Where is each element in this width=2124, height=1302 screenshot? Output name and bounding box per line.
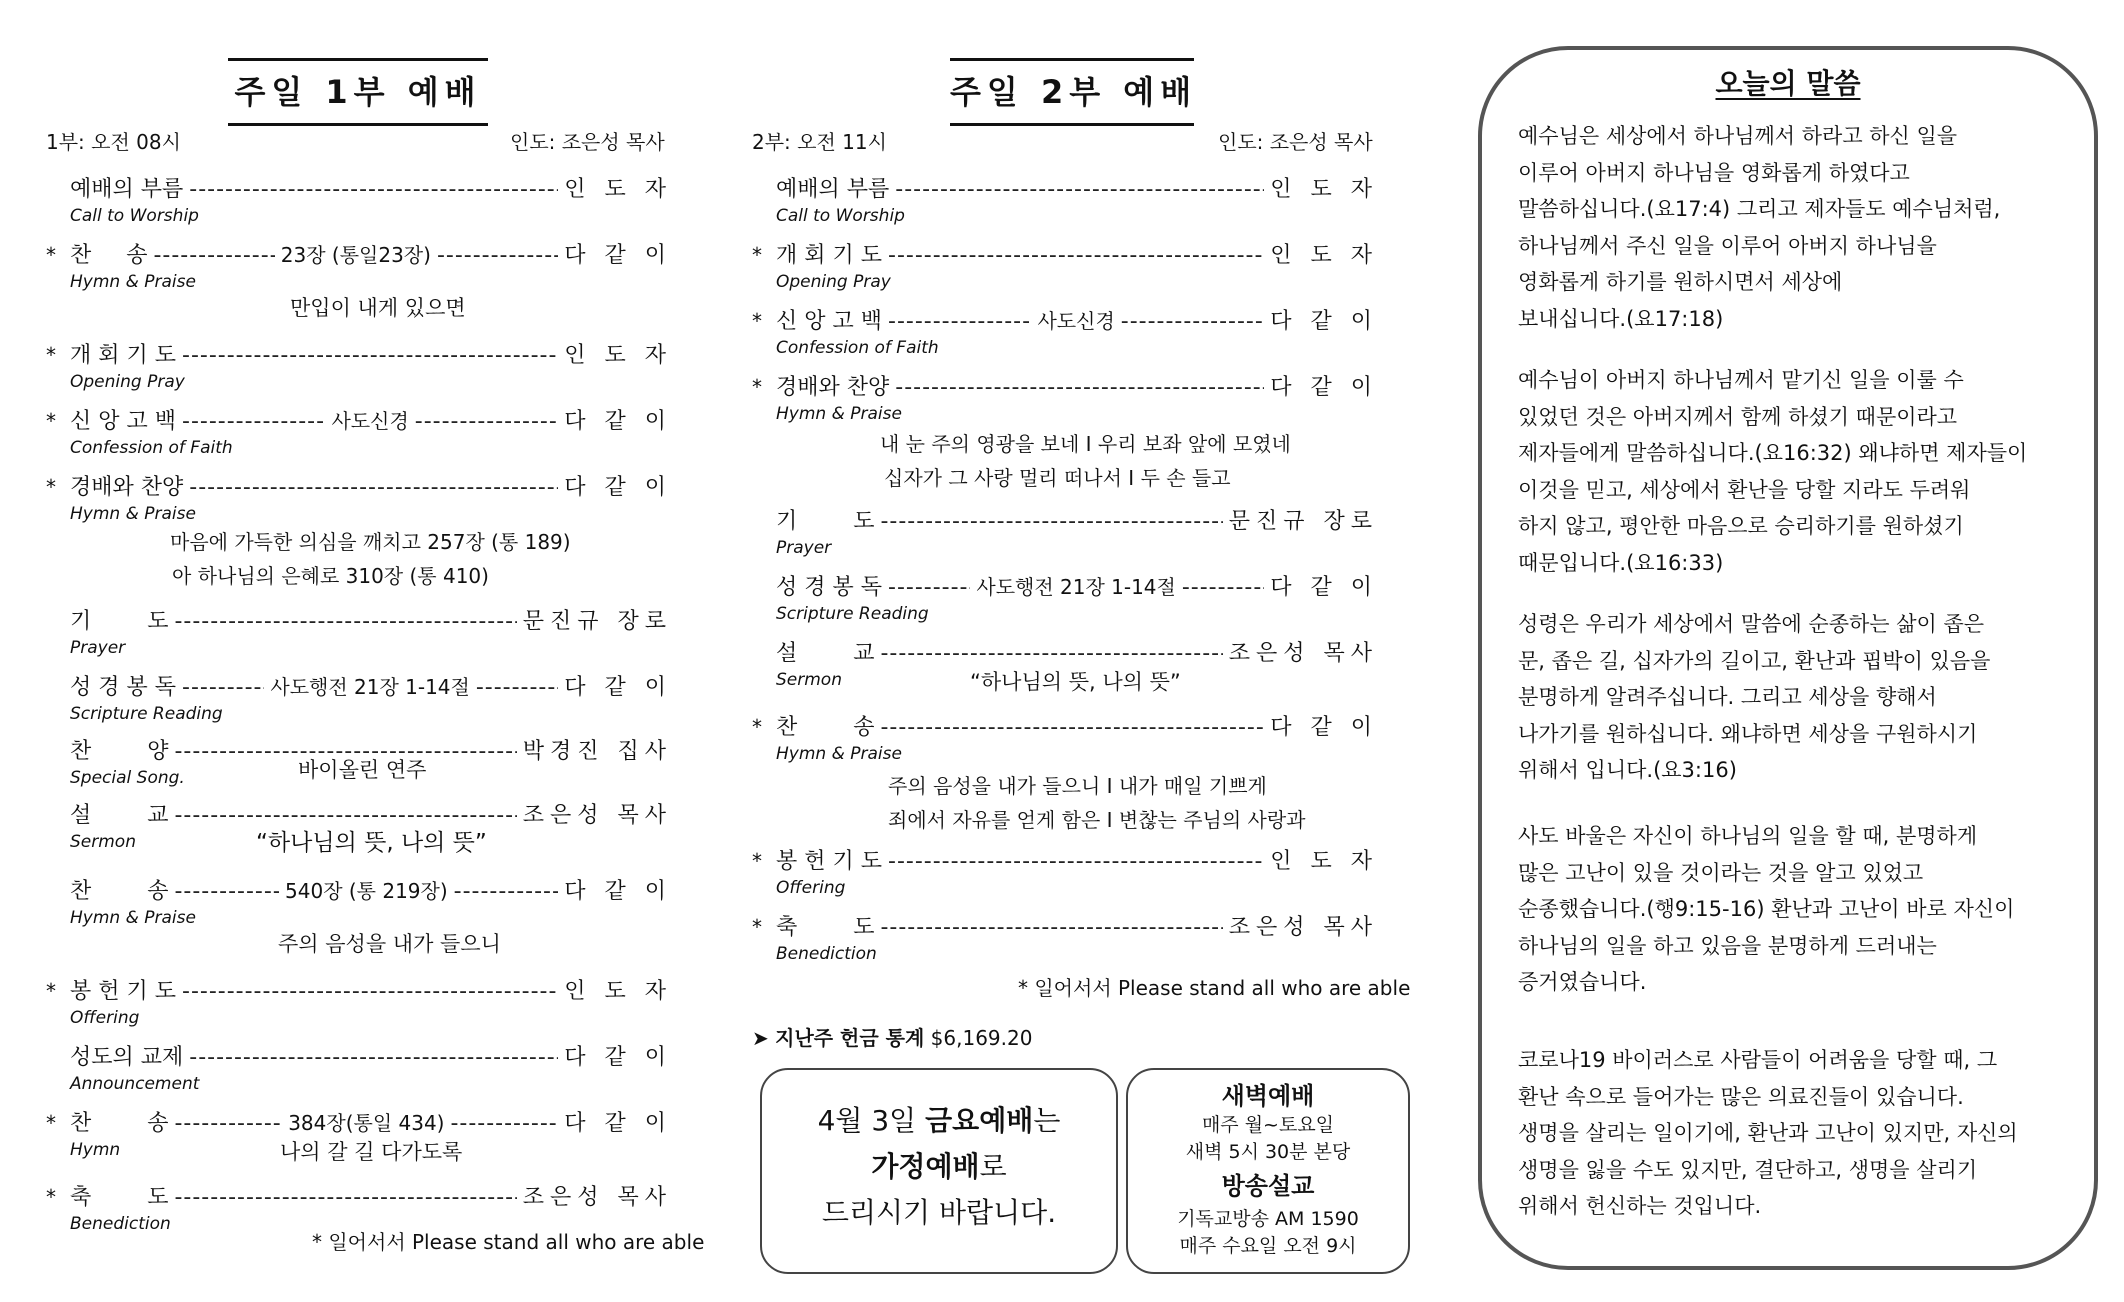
stand-marker: * (46, 409, 56, 433)
word-line: 하나님의 일을 하고 있음을 분명하게 드러내는 (1518, 933, 1937, 958)
offering-amount: $6,169.20 (930, 1026, 1033, 1050)
leader-dots (880, 509, 1222, 534)
service1-english-label: Offering (70, 1008, 140, 1028)
order-name: 성 경 봉 독 (70, 675, 176, 700)
service1-row (46, 404, 672, 435)
word-line: 제자들에게 말씀하십니다.(요16:32) 왜냐하면 제자들이 (1518, 441, 2028, 465)
service2-row (752, 370, 1378, 401)
leader-dots (182, 979, 558, 1004)
order-person: 인 도 자 (1270, 177, 1378, 202)
order-person: 다 같 이 (1270, 715, 1378, 740)
order-name: 성 경 봉 독 (776, 575, 882, 600)
offering-stats (752, 1022, 1032, 1051)
service2-english-label: Hymn & Praise (776, 404, 902, 424)
leader-dots (888, 309, 1031, 334)
service2-time: 2부: 오전 11시 (752, 130, 887, 154)
word-paragraph-5 (1518, 1042, 2018, 1225)
leader-dots (880, 915, 1222, 940)
service1-english-label: Sermon (70, 832, 136, 852)
order-person: 다 같 이 (564, 1045, 672, 1070)
stand-marker: * (752, 243, 762, 267)
order-person: 조은성 목사 (1228, 915, 1378, 940)
order-name: 기 도 (70, 609, 169, 634)
service1-hymn2-title: 주의 음성을 내가 들으니 (278, 932, 501, 956)
order-detail: 사도행전 21장 1-14절 (270, 675, 470, 699)
service2-english-label: Opening Pray (776, 272, 891, 292)
leader-dots (182, 343, 558, 368)
order-person: 다 같 이 (1270, 375, 1378, 400)
leader-dots (1182, 575, 1264, 600)
service2-footnote: * 일어서서 Please stand all who are able (1018, 976, 1411, 1000)
word-line: 영화롭게 하기를 원하시면서 세상에 (1518, 270, 1843, 294)
leader-dots (476, 675, 558, 700)
dawn-title: 새벽예배 (1221, 1082, 1315, 1110)
word-line: 순종했습니다.(행9:15-16) 환난과 고난이 바로 자신이 (1518, 897, 2015, 921)
leader-dots (895, 177, 1264, 202)
word-line: 위해서 헌신하는 것입니다. (1518, 1194, 1762, 1218)
order-detail: 사도행전 21장 1-14절 (976, 575, 1176, 599)
broadcast-title: 방송설교 (1221, 1172, 1315, 1200)
service2-english-label: Benediction (776, 944, 877, 964)
order-name: 성도의 교제 (70, 1045, 184, 1070)
word-line: 말씀하십니다.(요17:4) 그리고 제자들도 예수님처럼, (1518, 197, 2001, 221)
service2-row (752, 304, 1378, 335)
friday-notice-box (760, 1068, 1118, 1274)
service1-hymn-title: 만입이 내게 있으면 (290, 296, 466, 320)
leader-dots (174, 879, 279, 904)
word-line: 나가기를 원하십니다. 왜냐하면 세상을 구원하시기 (1518, 721, 1978, 746)
friday-line2: 가정예배로 (871, 1150, 1007, 1183)
word-line: 이루어 아버지 하나님을 영화롭게 하였다고 (1518, 160, 1910, 185)
service1-praise-line1: 마음에 가득한 의심을 깨치고 257장 (통 189) (170, 530, 571, 554)
service2-english-label: Sermon (776, 670, 842, 690)
leader-dots (174, 1185, 516, 1210)
todays-word-title: 오늘의 말씀 (1715, 67, 1861, 100)
service1-row (46, 974, 672, 1005)
leader-dots (174, 1111, 282, 1136)
service2-english-label: Confession of Faith (776, 338, 939, 358)
dawn-service-box (1126, 1068, 1410, 1274)
word-line: 위해서 입니다.(요3:16) (1518, 758, 1737, 782)
order-name: 신 앙 고 백 (70, 409, 176, 434)
word-line: 사도 바울은 자신이 하나님의 일을 할 때, 분명하게 (1518, 824, 1978, 848)
service1-sermon-title: “하나님의 뜻, 나의 뜻” (256, 830, 487, 856)
stand-marker: * (752, 715, 762, 739)
order-person: 다 같 이 (564, 243, 672, 268)
order-name: 찬 송 (70, 879, 169, 904)
service1-english-label: Confession of Faith (70, 438, 233, 458)
word-paragraph-1 (1518, 118, 2000, 337)
order-name: 찬 양 (70, 739, 169, 764)
order-name: 예배의 부름 (70, 177, 184, 202)
service1-english-label: Benediction (70, 1214, 171, 1234)
leader-dots (888, 243, 1264, 268)
service1-english-label: Hymn & Praise (70, 504, 196, 524)
leader-dots (888, 575, 970, 600)
arrow-right-icon: ➤ (752, 1026, 769, 1050)
service2-sermon-title: “하나님의 뜻, 나의 뜻” (970, 670, 1181, 694)
service1-row (46, 1106, 672, 1137)
service1-english-label: Hymn & Praise (70, 908, 196, 928)
leader-dots (450, 1111, 558, 1136)
order-name: 경배와 찬양 (776, 375, 890, 400)
word-paragraph-2 (1518, 362, 2027, 581)
order-name: 봉 헌 기 도 (776, 849, 882, 874)
service1-english-label: Prayer (70, 638, 126, 658)
stand-marker: * (46, 979, 56, 1003)
order-detail: 사도신경 (1037, 309, 1115, 333)
service1-row (46, 1180, 672, 1211)
word-line: 예수님은 세상에서 하나님께서 하라고 하신 일을 (1518, 124, 1958, 148)
service2-hymn-line2: 죄에서 자유를 얻게 함은 I 변찮는 주님의 사랑과 (888, 808, 1306, 832)
order-person: 조은성 목사 (522, 1185, 672, 1210)
order-person: 다 같 이 (1270, 309, 1378, 334)
word-line: 이것을 믿고, 세상에서 환난을 당할 지라도 두려워 (1518, 477, 1971, 502)
dawn-line2: 새벽 5시 30분 본당 (1185, 1141, 1351, 1163)
service2-row (752, 710, 1378, 741)
leader-dots (880, 641, 1222, 666)
service1-leader: 인도: 조은성 목사 (510, 130, 665, 154)
word-line: 생명을 살리는 일이기에, 환난과 고난이 있지만, 자신의 (1518, 1121, 2018, 1145)
order-name: 예배의 부름 (776, 177, 890, 202)
service2-row (752, 172, 1378, 203)
leader-dots (888, 849, 1264, 874)
word-line: 예수님이 아버지 하나님께서 맡기신 일을 이룰 수 (1518, 368, 1964, 392)
order-person: 인 도 자 (564, 177, 672, 202)
service2-english-label: Scripture Reading (776, 604, 929, 624)
service2-row (752, 844, 1378, 875)
service2-row (752, 238, 1378, 269)
leader-dots (174, 609, 516, 634)
order-name: 설 교 (776, 641, 875, 666)
order-name: 봉 헌 기 도 (70, 979, 176, 1004)
order-detail: 384장(통일 434) (288, 1111, 445, 1135)
service2-praise-line2: 십자가 그 사랑 멀리 떠나서 I 두 손 들고 (884, 466, 1231, 490)
leader-dots (1121, 309, 1264, 334)
order-person: 인 도 자 (1270, 849, 1378, 874)
dawn-line3: 기독교방송 AM 1590 (1177, 1208, 1359, 1230)
word-line: 분명하게 알려주십니다. 그리고 세상을 향해서 (1518, 685, 1937, 709)
order-name: 개 회 기 도 (776, 243, 882, 268)
order-name: 찬 송 (776, 715, 875, 740)
service1-special: 바이올린 연주 (298, 758, 427, 782)
service2-title: 주일 2부 예배 (950, 58, 1194, 126)
word-line: 때문입니다.(요16:33) (1518, 550, 1724, 575)
stand-marker: * (752, 849, 762, 873)
service1-time: 1부: 오전 08시 (46, 130, 181, 154)
stand-marker: * (46, 475, 56, 499)
leader-dots (437, 243, 558, 268)
word-line: 문, 좁은 길, 십자가의 길이고, 환난과 핍박이 있음을 (1518, 648, 1991, 673)
service1-english-label: Hymn (70, 1140, 121, 1160)
order-person: 다 같 이 (564, 879, 672, 904)
service1-hymn3-title: 나의 갈 길 다가도록 (280, 1140, 463, 1164)
leader-dots (189, 177, 558, 202)
service2-praise-line1: 내 눈 주의 영광을 보네 I 우리 보좌 앞에 모였네 (880, 432, 1291, 456)
service1-row (46, 1040, 672, 1071)
service1-title: 주일 1부 예배 (228, 58, 488, 126)
service2-english-label: Hymn & Praise (776, 744, 902, 764)
service2-english-label: Prayer (776, 538, 832, 558)
offering-label: 지난주 헌금 통계 (775, 1026, 925, 1050)
word-line: 있었던 것은 아버지께서 함께 하셨기 때문이라고 (1518, 404, 1958, 429)
leader-dots (454, 879, 559, 904)
service1-english-label: Opening Pray (70, 372, 185, 392)
service1-english-label: Hymn & Praise (70, 272, 196, 292)
stand-marker: * (752, 375, 762, 399)
service2-english-label: Offering (776, 878, 846, 898)
service2-hymn-line1: 주의 음성을 내가 들으니 I 내가 매일 기쁘게 (888, 774, 1267, 798)
stand-marker: * (752, 309, 762, 333)
dawn-line1: 매주 월~토요일 (1201, 1114, 1335, 1136)
word-line: 하지 않고, 평안한 마음으로 승리하기를 원하셨기 (1518, 514, 1964, 538)
service1-row (46, 172, 672, 203)
order-name: 기 도 (776, 509, 875, 534)
word-line: 하나님께서 주신 일을 이루어 아버지 하나님을 (1518, 233, 1937, 258)
service1-english-label: Announcement (70, 1074, 200, 1094)
stand-marker: * (46, 1185, 56, 1209)
word-paragraph-4 (1518, 818, 2014, 1001)
word-line: 많은 고난이 있을 것이라는 것을 알고 있었고 (1518, 860, 1924, 885)
stand-marker: * (46, 1111, 56, 1135)
service2-row (752, 570, 1378, 601)
order-person: 조은성 목사 (522, 803, 672, 828)
friday-line3: 드리시기 바랍니다. (821, 1196, 1057, 1229)
order-person: 문진규 장로 (1228, 509, 1378, 534)
order-detail: 23장 (통일23장) (280, 243, 431, 267)
service1-row (46, 470, 672, 501)
order-person: 조은성 목사 (1228, 641, 1378, 666)
order-person: 문진규 장로 (522, 609, 672, 634)
service1-english-label: Call to Worship (70, 206, 199, 226)
order-person: 인 도 자 (564, 343, 672, 368)
stand-marker: * (46, 343, 56, 367)
word-paragraph-3 (1518, 606, 1990, 789)
word-line: 성령은 우리가 세상에서 말씀에 순종하는 삶이 좁은 (1518, 612, 1985, 636)
order-name: 찬 송 (70, 243, 148, 268)
order-name: 축 도 (776, 915, 875, 940)
order-name: 경배와 찬양 (70, 475, 184, 500)
service1-footnote: * 일어서서 Please stand all who are able (312, 1230, 705, 1254)
order-name: 신 앙 고 백 (776, 309, 882, 334)
word-line: 생명을 잃을 수도 있지만, 결단하고, 생명을 살리기 (1518, 1157, 1978, 1182)
order-person: 다 같 이 (564, 475, 672, 500)
order-name: 축 도 (70, 1185, 169, 1210)
service1-row (46, 670, 672, 701)
service2-english-label: Call to Worship (776, 206, 905, 226)
leader-dots (153, 243, 274, 268)
order-name: 개 회 기 도 (70, 343, 176, 368)
order-person: 인 도 자 (1270, 243, 1378, 268)
order-person: 다 같 이 (564, 1111, 672, 1136)
word-line: 환난 속으로 들어가는 많은 의료진들이 있습니다. (1518, 1084, 1964, 1109)
service2-row (752, 636, 1378, 667)
leader-dots (182, 675, 264, 700)
order-name: 설 교 (70, 803, 169, 828)
stand-marker: * (46, 243, 56, 267)
leader-dots (880, 715, 1264, 740)
leader-dots (189, 1045, 558, 1070)
order-name: 찬 송 (70, 1111, 169, 1136)
service1-row (46, 338, 672, 369)
service2-row (752, 504, 1378, 535)
word-line: 보내십니다.(요17:18) (1518, 306, 1724, 331)
leader-dots (189, 475, 558, 500)
word-line: 증거였습니다. (1518, 970, 1647, 994)
leader-dots (895, 375, 1264, 400)
order-person: 인 도 자 (564, 979, 672, 1004)
service1-english-label: Special Song. (70, 768, 185, 788)
service1-row (46, 238, 672, 269)
friday-line1: 4월 3일 금요예배는 (817, 1104, 1061, 1137)
service1-praise-line2: 아 하나님의 은혜로 310장 (통 410) (172, 564, 489, 588)
dawn-line4: 매주 수요일 오전 9시 (1179, 1235, 1357, 1257)
word-line: 코로나19 바이러스로 사람들이 어려움을 당할 때, 그 (1518, 1048, 1998, 1072)
service1-row (46, 874, 672, 905)
order-detail: 540장 (통 219장) (285, 879, 448, 903)
service1-english-label: Scripture Reading (70, 704, 223, 724)
order-person: 다 같 이 (564, 675, 672, 700)
order-person: 다 같 이 (1270, 575, 1378, 600)
order-detail: 사도신경 (331, 409, 409, 433)
service1-row (46, 604, 672, 635)
order-person: 다 같 이 (564, 409, 672, 434)
service2-leader: 인도: 조은성 목사 (1218, 130, 1373, 154)
service2-row (752, 910, 1378, 941)
order-person: 박경진 집사 (522, 739, 672, 764)
stand-marker: * (752, 915, 762, 939)
leader-dots (182, 409, 325, 434)
leader-dots (415, 409, 558, 434)
